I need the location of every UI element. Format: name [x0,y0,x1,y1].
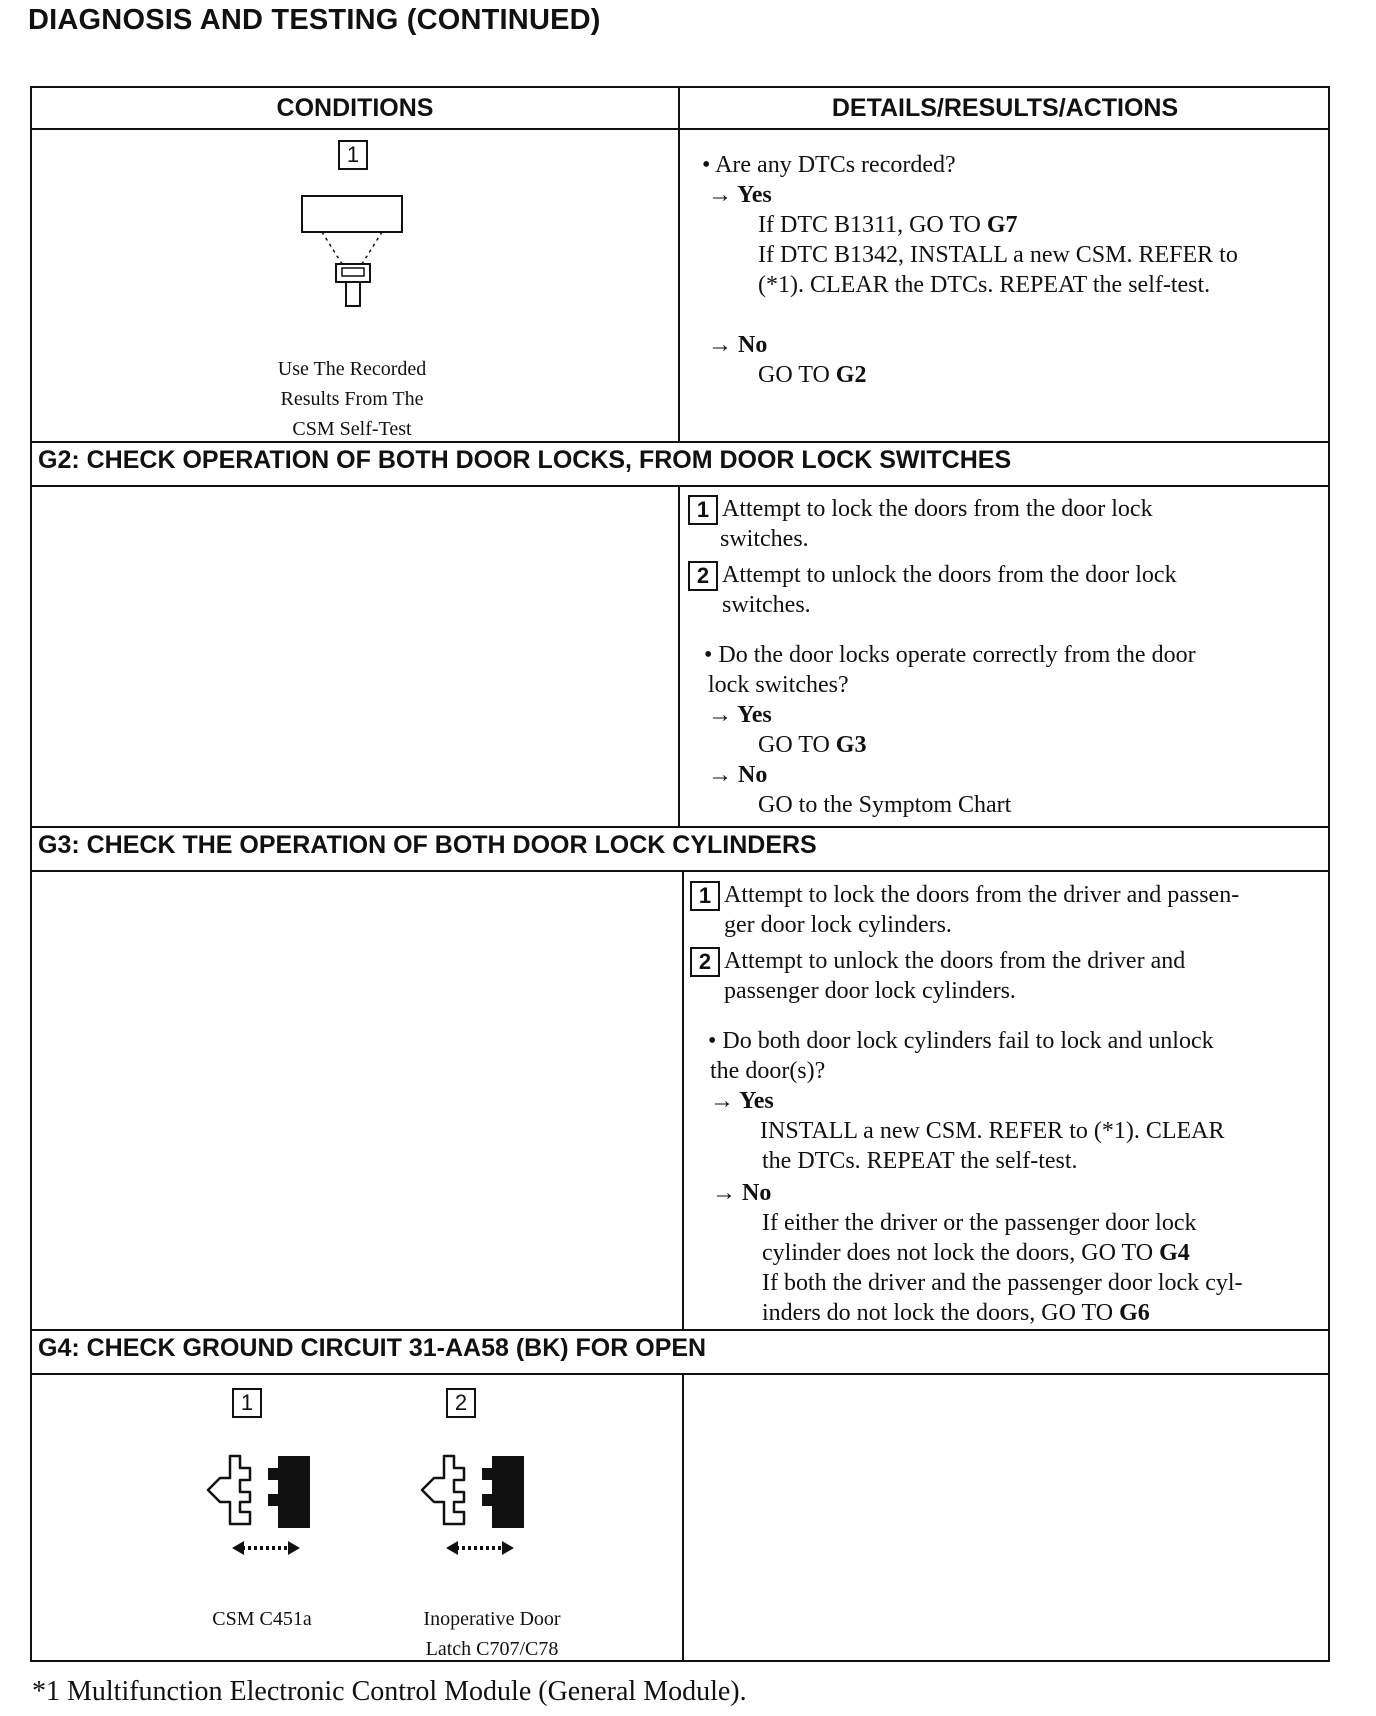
g3-no-line: cylinder does not lock the doors, GO TO G4 [762,1240,1190,1266]
page-title: DIAGNOSIS AND TESTING (CONTINUED) [28,4,601,36]
connector-icon [406,1450,546,1560]
g3-no-line: inders do not lock the doors, GO TO G6 [762,1300,1150,1326]
g3-no: → No [712,1180,772,1206]
g2-step-1-cont: switches. [720,526,809,552]
g1-no: → No [708,332,768,358]
g2-step-2: 2 Attempt to unlock the doors from the door lock [688,560,1177,591]
step-number-box: 2 [446,1388,476,1418]
scan-tool-caption: Use The Recorded Results From The CSM Self-Test [277,358,427,440]
g1-yes-line: (*1). CLEAR the DTCs. REPEAT the self-test. [758,272,1211,298]
connector-caption: CSM C451a [212,1608,312,1630]
section-header-g2: G2: CHECK OPERATION OF BOTH DOOR LOCKS, FROM DOOR LOCK SWITCHES [38,446,1012,474]
g2-question-cont: lock switches? [708,672,849,698]
g3-no-line: If both the driver and the passenger door lock cyl- [762,1270,1243,1296]
g3-step-1: 1 Attempt to lock the doors from the driver and passen- [690,880,1239,911]
section-header-g3: G3: CHECK THE OPERATION OF BOTH DOOR LOCK CYLINDERS [38,831,817,859]
scan-tool-icon [292,188,412,318]
column-header-conditions: CONDITIONS [276,94,434,122]
connector-caption: Inoperative Door Latch C707/C78 [423,1608,561,1660]
connector-icon [192,1450,332,1560]
g3-step-2: 2 Attempt to unlock the doors from the driver and [690,946,1185,977]
g2-question: • Do the door locks operate correctly from the door [704,642,1196,668]
g3-question-cont: the door(s)? [710,1058,826,1084]
g3-step-1-cont: ger door lock cylinders. [724,912,952,938]
step-number-box: 1 [338,140,368,170]
diagnosis-table [30,86,1330,1662]
g2-yes: → Yes [708,702,772,728]
section-header-g4: G4: CHECK GROUND CIRCUIT 31-AA58 (BK) FOR OPEN [38,1334,707,1362]
step-number-box: 1 [232,1388,262,1418]
column-header-details: DETAILS/RESULTS/ACTIONS [831,94,1179,122]
g2-no: → No [708,762,768,788]
footnote: *1 Multifunction Electronic Control Module (General Module). [32,1676,747,1707]
g1-yes: → Yes [708,182,772,208]
g1-question: • Are any DTCs recorded? [702,152,956,178]
g3-question: • Do both door lock cylinders fail to lock and unlock [708,1028,1214,1054]
g1-yes-line: If DTC B1342, INSTALL a new CSM. REFER to [758,242,1238,268]
g1-yes-line: If DTC B1311, GO TO G7 [758,212,1018,238]
g2-no-line: GO to the Symptom Chart [758,792,1012,818]
g3-step-2-cont: passenger door lock cylinders. [724,978,1016,1004]
g3-no-line: If either the driver or the passenger door lock [762,1210,1197,1236]
g3-yes-line: the DTCs. REPEAT the self-test. [762,1148,1078,1174]
g2-step-2-cont: switches. [722,592,811,618]
g2-step-1: 1 Attempt to lock the doors from the door lock [688,494,1153,525]
g2-yes-line: GO TO G3 [758,732,867,758]
g3-yes: → Yes [710,1088,774,1114]
g1-no-line: GO TO G2 [758,362,867,388]
g3-yes-line: INSTALL a new CSM. REFER to (*1). CLEAR [760,1118,1225,1144]
